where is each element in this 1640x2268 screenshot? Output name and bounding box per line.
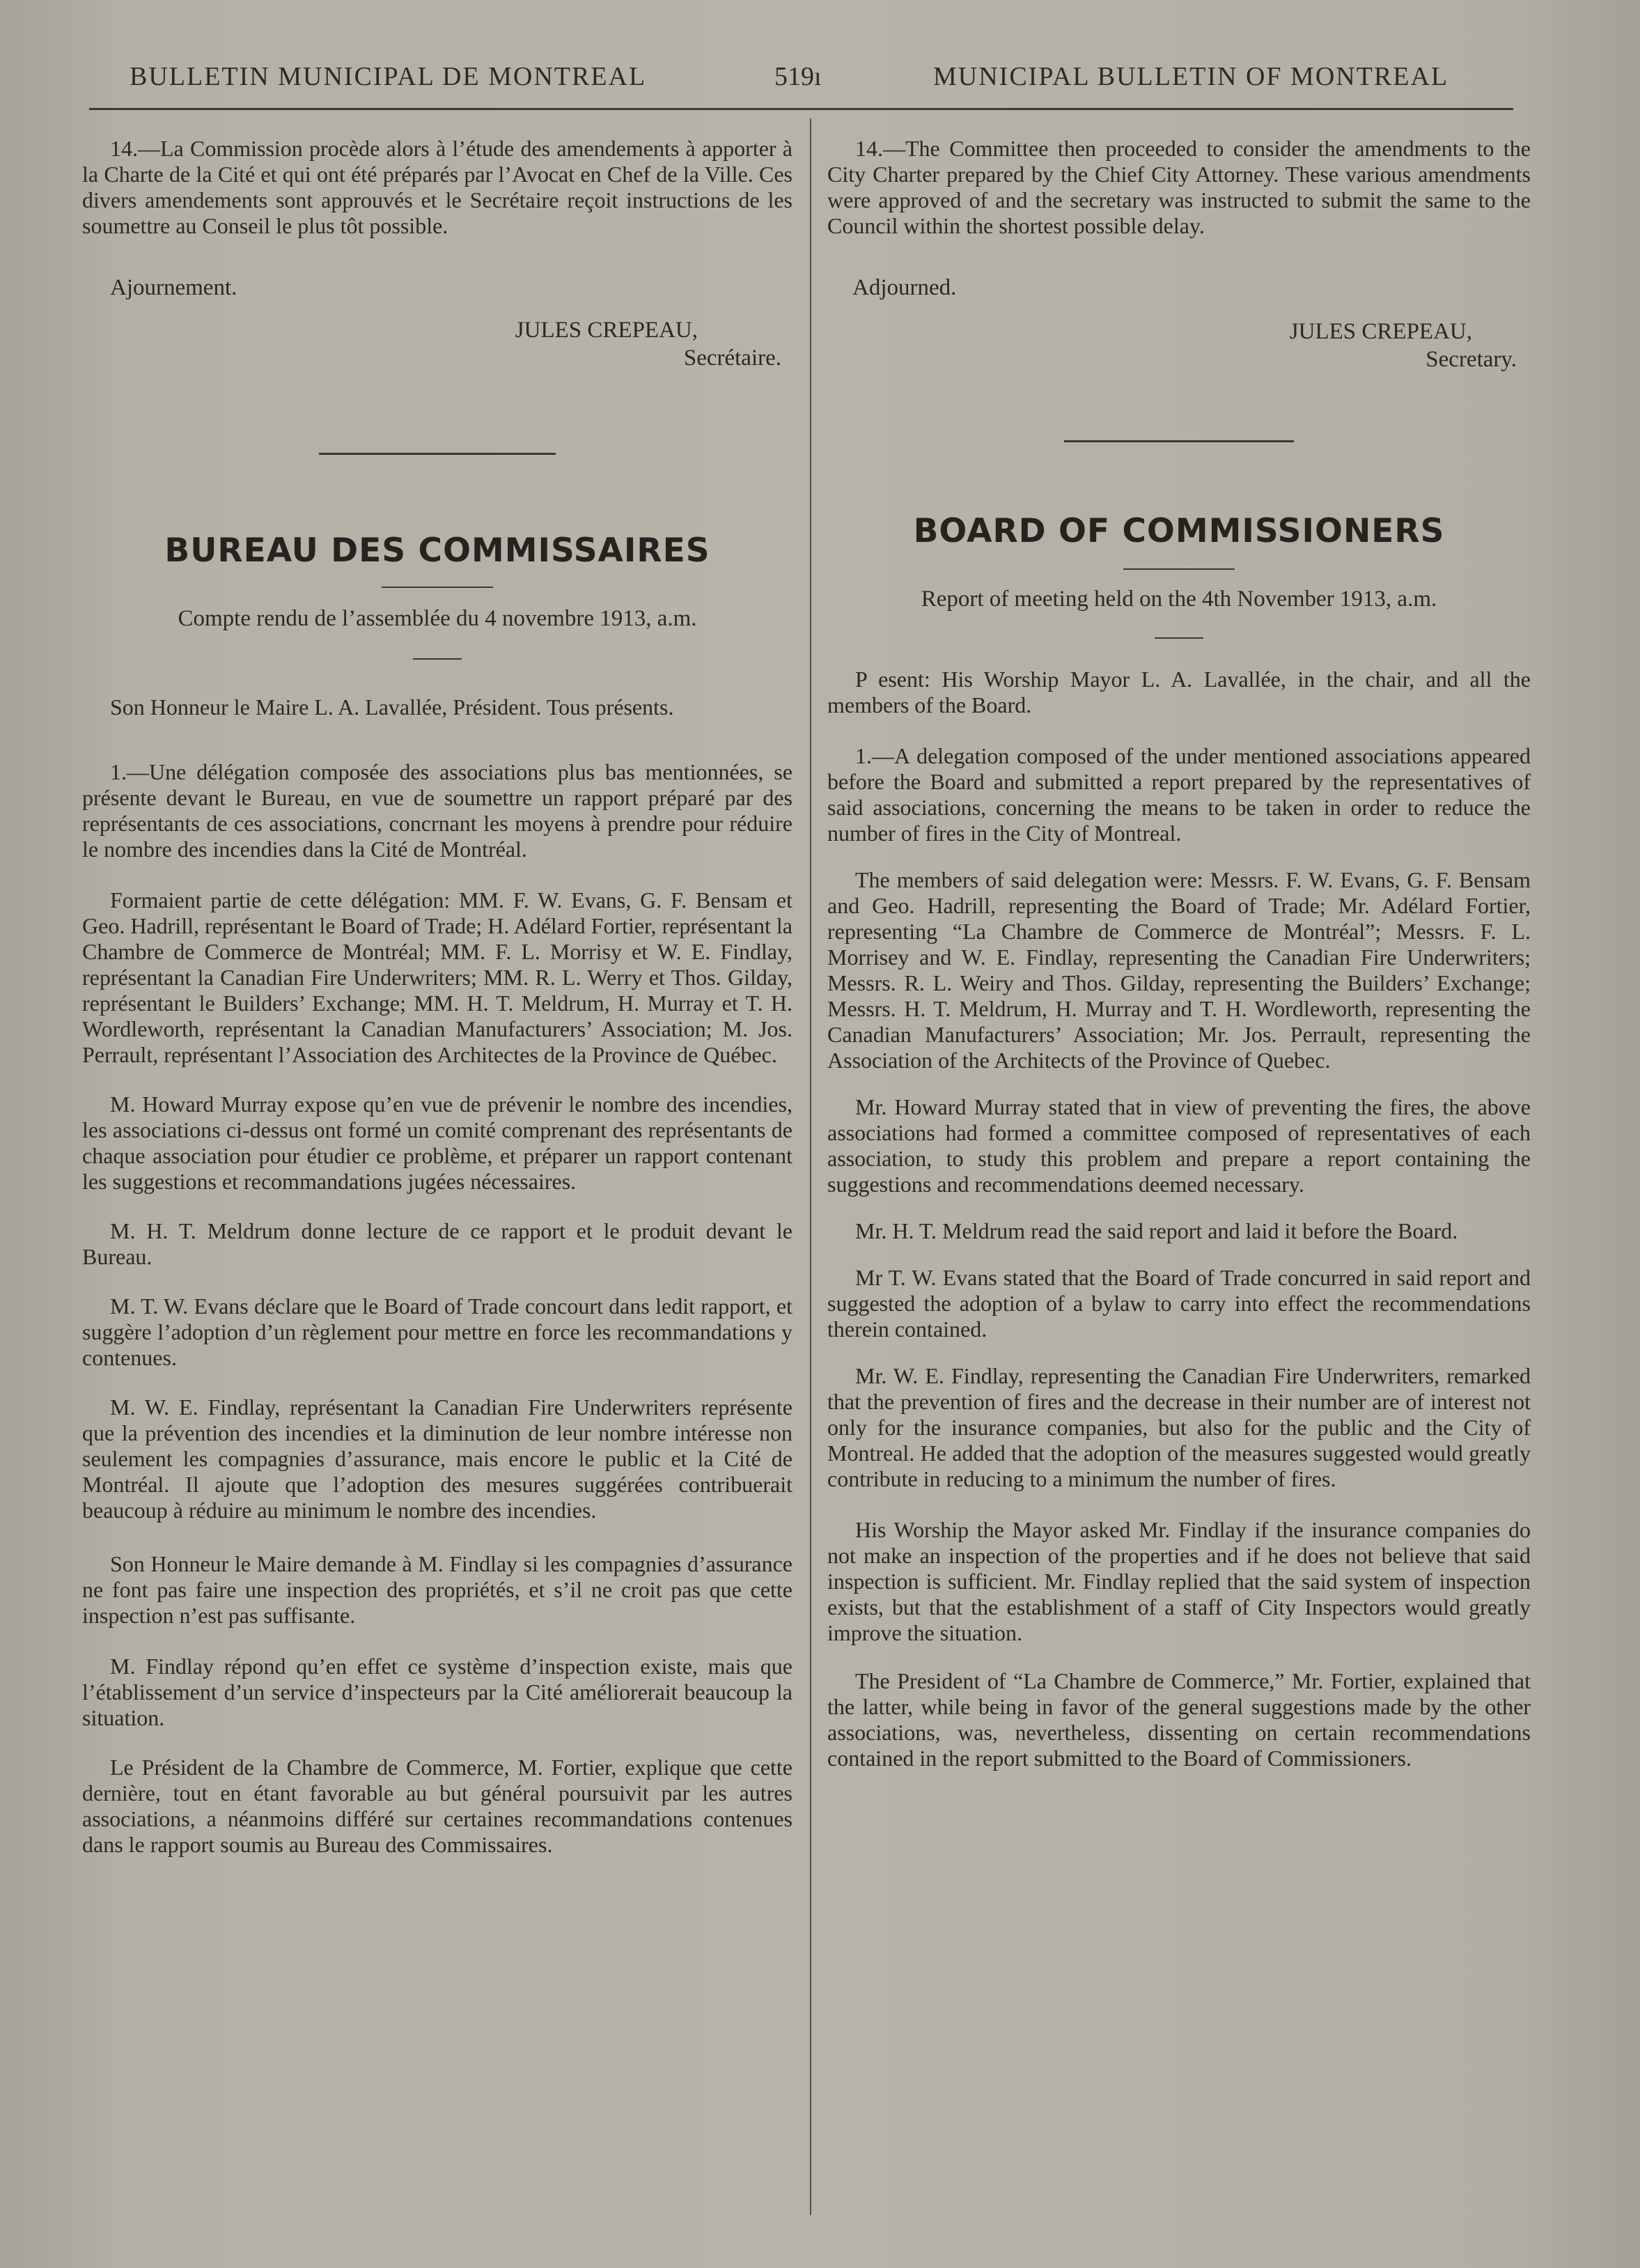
english-paragraph: 1.—A delegation composed of the under mentioned associations appeared before the Board and submitted a report prepared by the representatives of said associations, concerning the means to be taken in order to reduce the number of fires in the City of Montreal. <box>827 743 1531 846</box>
english-paragraph: Mr. Howard Murray stated that in view of preventing the fires, the above associations had formed a committee composed of representatives of each association, to study this problem and prepare a report containing the suggestions and recommendations deemed necessary. <box>827 1094 1531 1197</box>
french-title-rule <box>382 587 493 588</box>
french-present: Son Honneur le Maire L. A. Lavallée, Président. Tous présents. <box>110 694 674 720</box>
french-column <box>82 136 792 1858</box>
column-divider <box>810 118 811 2215</box>
running-head-english: MUNICIPAL BULLETIN OF MONTREAL <box>933 62 1449 91</box>
french-paragraph: M. H. T. Meldrum donne lecture de ce rapport et le produit devant le Bureau. <box>82 1218 792 1269</box>
english-section-rule <box>1064 440 1294 442</box>
french-paragraph: M. Howard Murray expose qu’en vue de prévenir le nombre des incendies, les associations ci-dessus ont formé un comité comprenant des représentants de chaque association pour étudier ce problème, et préparer un rapport contenant les suggestions et recommandations jugées nécessaires. <box>82 1092 792 1194</box>
french-paragraph: M. T. W. Evans déclare que le Board of Trade concourt dans ledit rapport, et suggère l’adoption d’un règlement pour mettre en force les recommandations y contenues. <box>82 1294 792 1370</box>
english-paragraph: Mr T. W. Evans stated that the Board of Trade concurred in said report and suggested the adoption of a bylaw to carry into effect the recommendations therein contained. <box>827 1265 1531 1342</box>
french-paragraph: Le Président de la Chambre de Commerce, M. Fortier, explique que cette dernière, tout en étant favorable au but général poursuivit par les autres associations, a néanmoins différé sur certaines recommandations contenues dans le rapport soumis au Bureau des Commissaires. <box>82 1755 792 1857</box>
english-signature-name: JULES CREPEAU, <box>1289 319 1472 344</box>
french-paragraph: M. Findlay répond qu’en effet ce système d’inspection existe, mais que l’établissement d’un service d’inspecteurs par la Cité améliorerait beaucoup la situation. <box>82 1654 792 1730</box>
english-adjournment: Adjourned. <box>852 275 957 300</box>
french-paragraph: 1.—Une délégation composée des associations plus bas mentionnées, se présente devant le Bureau, en vue de soumettre un rapport préparé par des représentants de ces associations, concrnant les moyens à prendre pour réduire le nombre des incendies dans la Cité de Montréal. <box>82 759 792 862</box>
french-signature <box>82 316 781 372</box>
page-number: 519ı <box>774 62 822 91</box>
french-signature-title: Secrétaire. <box>683 345 781 371</box>
french-paragraph: M. W. E. Findlay, représentant la Canadian Fire Underwriters représente que la prévention des incendies et la diminution de leur nombre intéresse non seulement les compagnies d’assurance, mais encore le public et la Cité de Montréal. Il ajoute que l’adoption des mesures suggérées contribuerait beaucoup à réduire au minimum le nombre des incendies. <box>82 1395 792 1523</box>
english-column <box>827 136 1531 1771</box>
english-section-title: BOARD OF COMMISSIONERS <box>913 512 1445 550</box>
french-section-title: BUREAU DES COMMISSAIRES <box>164 531 710 570</box>
english-item-14: 14.—The Committee then proceeded to consider the amendments to the City Charter prepared by the Chief City Attorney. These various amendments were approved of and the secretary was instructed to submit the same to the Council within the shortest possible delay. <box>827 136 1531 238</box>
french-paragraph: Son Honneur le Maire demande à M. Findlay si les compagnies d’assurance ne font pas faire une inspection des propriétés, et s’il ne croit pas que cette inspection n’est pas suffisante. <box>82 1551 792 1628</box>
english-paragraph: The President of “La Chambre de Commerce,” Mr. Fortier, explained that the latter, while being in favor of the general suggestions made by the other associations, was, nevertheless, dissenting on certain recommendations contained in the report submitted to the Board of Commissioners. <box>827 1668 1531 1771</box>
english-paragraph: His Worship the Mayor asked Mr. Findlay if the insurance companies do not make an inspection of the properties and if he does not believe that said inspection is sufficient. Mr. Findlay replied that the said system of inspection exists, but that the establishment of a staff of City Inspectors would greatly improve the situation. <box>827 1517 1531 1645</box>
english-meeting-report: Report of meeting held on the 4th November 1913, a.m. <box>921 587 1437 612</box>
english-signature-title: Secretary. <box>1426 347 1517 372</box>
english-paragraph: Mr. H. T. Meldrum read the said report and laid it before the Board. <box>855 1218 1458 1243</box>
french-paragraph: Formaient partie de cette délégation: MM. F. W. Evans, G. F. Bensam et Geo. Hadrill, représentant le Board of Trade; H. Adélard Fortier, représentant la Chambre de Commerce de Montréal; MM. F. L. Morrisy et W. E. Findlay, représentant la Canadian Fire Underwriters; MM. R. L. Werry et Thos. Gilday, représentant le Builders’ Exchange; MM. H. T. Meldrum, H. Murray et T. H. Wordleworth, représentant la Canadian Manufacturers’ Association; M. Jos. Perrault, représentant l’Association des Architectes de la Province de Québec. <box>82 887 792 1067</box>
running-head-french: BULLETIN MUNICIPAL DE MONTREAL <box>130 62 647 91</box>
english-report-rule <box>1155 637 1203 639</box>
french-signature-name: JULES CREPEAU, <box>515 318 698 343</box>
french-item-14: 14.—La Commission procède alors à l’étude des amendements à apporter à la Charte de la Cité et qui ont été préparés par l’Avocat en Chef de la Ville. Ces divers amendements sont approuvés et le Secrétaire reçoit instructions de les soumettre au Conseil le plus tôt possible. <box>82 136 792 238</box>
french-report-rule <box>413 658 462 660</box>
english-paragraph: Mr. W. E. Findlay, representing the Canadian Fire Underwriters, remarked that the prevention of fires and the decrease in their number are of interest not only for the insurance companies, but also for the public and the City of Montreal. He added that the adoption of the measures suggested would greatly contribute in reducing to a minimum the number of fires. <box>827 1363 1531 1491</box>
french-adjournment: Ajournement. <box>110 275 237 300</box>
english-signature <box>827 318 1517 373</box>
header-rule <box>89 108 1513 110</box>
french-meeting-report: Compte rendu de l’assemblée du 4 novembre 1913, a.m. <box>178 606 697 631</box>
english-present: P esent: His Worship Mayor L. A. Lavallée, in the chair, and all the members of the Board. <box>827 667 1531 717</box>
english-title-rule <box>1123 568 1235 570</box>
english-paragraph: The members of said delegation were: Messrs. F. W. Evans, G. F. Bensam and Geo. Hadrill, representing the Board of Trade; Mr. Adélard Fortier, representing “La Chambre de Commerce de Montréal”; Messrs. F. L. Morrisey and W. E. Findlay, representing the Canadian Fire Underwriters; Messrs. R. L. Weiry and Thos. Gilday, representing the Builders’ Exchange; Messrs. H. T. Meldrum, H. Murray and T. H. Wordleworth, representing the Canadian Manufacturers’ Association; Mr. Jos. Perrault, representing the Association of the Architects of the Province of Quebec. <box>827 867 1531 1073</box>
french-section-rule <box>319 453 556 455</box>
